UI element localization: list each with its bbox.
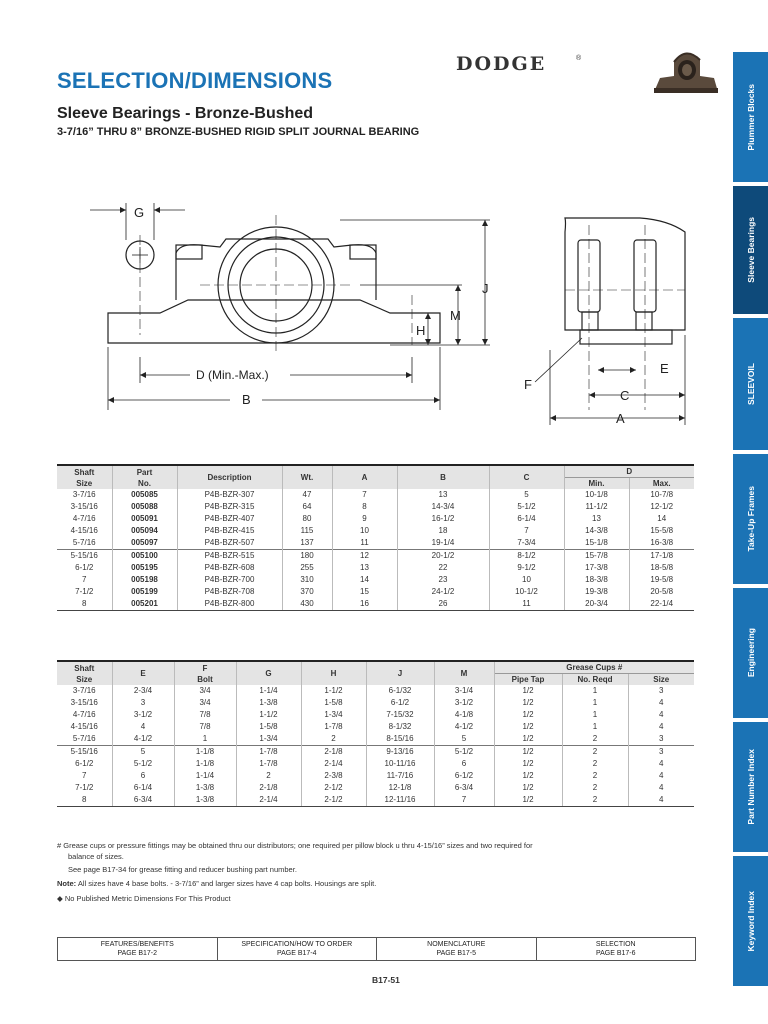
dim-label-h: H xyxy=(416,323,426,338)
table-cell: 4-15/16 xyxy=(70,526,98,535)
table-cell: 005088 xyxy=(112,501,177,513)
table-cell: 80 xyxy=(282,513,332,525)
dim-label-c: C xyxy=(620,388,630,403)
page-description: 3-7/16” THRU 8” BRONZE-BUSHED RIGID SPLIT JOURNAL BEARING xyxy=(57,126,420,138)
table-cell: 8-15/16 xyxy=(366,733,434,746)
dim-label-f: F xyxy=(524,377,532,392)
table-cell: 1-1/8 xyxy=(174,746,236,759)
table-cell: 6-1/2 xyxy=(75,563,94,572)
page-title: SELECTION/DIMENSIONS xyxy=(57,68,333,93)
table-cell: 15-7/8 xyxy=(564,550,629,563)
table-cell: 2-3/8 xyxy=(301,770,366,782)
table-cell: 13 xyxy=(332,562,397,574)
table-cell: 005091 xyxy=(112,513,177,525)
table-cell: 15 xyxy=(332,586,397,598)
table-cell: 10-11/16 xyxy=(366,758,434,770)
table-cell: P4B-BZR-800 xyxy=(177,598,282,611)
col-header-b: B xyxy=(397,465,489,489)
col-header-no-reqd: No. Reqd xyxy=(562,674,628,686)
table-cell: 8 xyxy=(332,501,397,513)
table-cell: P4B-BZR-407 xyxy=(177,513,282,525)
dim-label-g: G xyxy=(134,205,145,220)
table-cell: P4B-BZR-507 xyxy=(177,537,282,550)
table-cell: 1 xyxy=(174,733,236,746)
table-cell: 3 xyxy=(628,746,694,759)
table-cell: 8-1/32 xyxy=(366,721,434,733)
table-cell: 6-3/4 xyxy=(112,794,174,807)
table-cell: 005097 xyxy=(112,537,177,550)
table-cell: 10 xyxy=(489,574,564,586)
table-row xyxy=(57,550,694,563)
table-cell: 1-7/8 xyxy=(236,758,301,770)
dimensions-table-1 xyxy=(57,464,694,611)
col-header-shaft-size: Shaft Size xyxy=(57,465,112,489)
table-cell: 1-3/8 xyxy=(236,697,301,709)
side-view-drawing xyxy=(510,210,700,435)
table-row xyxy=(57,537,694,550)
table-cell: 2-1/8 xyxy=(301,746,366,759)
table-cell: 2 xyxy=(562,746,628,759)
table-cell: 005199 xyxy=(112,586,177,598)
col-header-wt: Wt. xyxy=(282,465,332,489)
table-cell: 1/2 xyxy=(494,709,562,721)
table-cell: 1-5/8 xyxy=(236,721,301,733)
ref-nomenclature[interactable]: NOMENCLATURE PAGE B17-5 xyxy=(376,938,536,960)
table-cell: 6-1/2 xyxy=(366,697,434,709)
table-cell: 3-1/2 xyxy=(112,709,174,721)
table-cell: 8-1/2 xyxy=(489,550,564,563)
table-cell: 2-1/8 xyxy=(236,782,301,794)
note-bolts: Note: All sizes have 4 base bolts. - 3-7/16” and larger sizes have 4 cap bolts. Housings are split. xyxy=(57,879,377,888)
table-cell: 3-15/16 xyxy=(70,502,98,511)
table-cell: 17-1/8 xyxy=(629,550,694,563)
table-cell: 5-15/16 xyxy=(57,746,112,759)
table-cell: 2 xyxy=(562,758,628,770)
front-view-drawing xyxy=(90,195,510,420)
table-cell: 255 xyxy=(282,562,332,574)
col-header-description: Description xyxy=(177,465,282,489)
table-cell: 4-1/2 xyxy=(112,733,174,746)
table-row xyxy=(57,746,694,759)
table-cell: 7 xyxy=(489,525,564,537)
note-see-page: See page B17-34 for grease fitting and reducer bushing part number. xyxy=(68,865,297,874)
table-cell: 6-1/4 xyxy=(489,513,564,525)
table-cell: 1/2 xyxy=(494,782,562,794)
dim-label-d: D (Min.-Max.) xyxy=(196,368,269,382)
table-row xyxy=(57,562,694,574)
table-cell: 1 xyxy=(562,697,628,709)
table-cell: 6-1/32 xyxy=(366,685,434,697)
table-cell: 13 xyxy=(397,489,489,501)
table-cell: 1-7/8 xyxy=(301,721,366,733)
table-cell: 4 xyxy=(628,709,694,721)
table-cell: 1-1/8 xyxy=(174,758,236,770)
table-cell: 4-1/2 xyxy=(434,721,494,733)
table-cell: 5 xyxy=(434,733,494,746)
table-cell: 7 xyxy=(332,489,397,501)
table-cell: 3-1/2 xyxy=(434,697,494,709)
col-header-d: D xyxy=(564,465,694,478)
col-header-h: H xyxy=(301,661,366,685)
table-cell: 310 xyxy=(282,574,332,586)
table-cell: 2 xyxy=(562,733,628,746)
dim-label-e: E xyxy=(660,361,669,376)
ref-features-benefits[interactable]: FEATURES/BENEFITS PAGE B17-2 xyxy=(100,941,174,957)
col-header-f-bolt: F Bolt xyxy=(174,661,236,685)
table-cell: 1-1/4 xyxy=(236,685,301,697)
table-cell: 20-1/2 xyxy=(397,550,489,563)
table-cell: P4B-BZR-608 xyxy=(177,562,282,574)
table-cell: 18-3/8 xyxy=(564,574,629,586)
table-cell: 4-7/16 xyxy=(72,514,96,523)
table-cell: 1/2 xyxy=(494,770,562,782)
side-tab-engineering[interactable]: Engineering xyxy=(733,588,768,718)
table-cell: 1/2 xyxy=(494,697,562,709)
table-cell: 3 xyxy=(628,733,694,746)
table-cell: 5-7/16 xyxy=(72,734,96,743)
table-cell: 8 xyxy=(57,598,112,611)
table-cell: 10-7/8 xyxy=(629,489,694,501)
table-cell: P4B-BZR-700 xyxy=(177,574,282,586)
table-cell: 4 xyxy=(628,770,694,782)
table-cell: 005085 xyxy=(112,489,177,501)
table-cell: 18-5/8 xyxy=(629,562,694,574)
table-cell: 64 xyxy=(282,501,332,513)
table-cell: 14-3/8 xyxy=(564,525,629,537)
side-tab-sleevoil[interactable]: SLEEVOIL xyxy=(733,318,768,450)
bearing-product-image xyxy=(650,42,722,97)
table-cell: 7 xyxy=(82,771,87,780)
table-cell: 14-3/4 xyxy=(397,501,489,513)
table-cell: 12-1/2 xyxy=(629,501,694,513)
table-cell: 19-1/4 xyxy=(397,537,489,550)
table-cell: 4-7/16 xyxy=(72,710,96,719)
table-cell: 9 xyxy=(332,513,397,525)
table-cell: 3-7/16 xyxy=(72,686,96,695)
note-grease-cups: # Grease cups or pressure fittings may be obtained thru our distributors; one required per pillow block u thru 4-15/16” sizes and two required for xyxy=(57,841,533,850)
table-cell: 4-1/8 xyxy=(434,709,494,721)
table-row xyxy=(57,574,694,586)
table-cell: 7-15/32 xyxy=(366,709,434,721)
table-cell: 005100 xyxy=(112,550,177,563)
table-cell: 47 xyxy=(282,489,332,501)
table-cell: 10 xyxy=(332,525,397,537)
table-cell: 2 xyxy=(236,770,301,782)
table-cell: 7-3/4 xyxy=(489,537,564,550)
dimensions-table-2 xyxy=(57,660,694,807)
table-cell: 3-15/16 xyxy=(70,698,98,707)
table-row xyxy=(57,489,694,501)
col-header-d-max: Max. xyxy=(629,478,694,490)
table-cell: 005094 xyxy=(112,525,177,537)
col-header-e: E xyxy=(112,661,174,685)
table-cell: 5-1/2 xyxy=(489,501,564,513)
table-cell: 5-15/16 xyxy=(57,550,112,563)
table-cell: 5 xyxy=(489,489,564,501)
table-cell: 2-1/2 xyxy=(301,782,366,794)
table-row xyxy=(57,794,694,807)
table-cell: 6-1/4 xyxy=(112,782,174,794)
col-header-a: A xyxy=(332,465,397,489)
page-subtitle: Sleeve Bearings - Bronze-Bushed xyxy=(57,105,314,122)
table-cell: 6 xyxy=(434,758,494,770)
table-row xyxy=(57,758,694,770)
table-cell: 370 xyxy=(282,586,332,598)
table-cell: 1/2 xyxy=(494,685,562,697)
table-cell: 7-1/2 xyxy=(75,587,94,596)
registered-mark: ® xyxy=(576,55,582,62)
page-number: B17-51 xyxy=(372,975,400,985)
table-cell: 7-1/2 xyxy=(75,783,94,792)
table-cell: 13 xyxy=(564,513,629,525)
table-cell: 1/2 xyxy=(494,746,562,759)
table-cell: 19-5/8 xyxy=(629,574,694,586)
table-cell: 6-1/2 xyxy=(75,759,94,768)
table-row xyxy=(57,586,694,598)
col-header-grease-cups: Grease Cups # xyxy=(494,661,694,674)
table-row xyxy=(57,782,694,794)
table-cell: 1-3/4 xyxy=(236,733,301,746)
col-header-pipe-tap: Pipe Tap xyxy=(494,674,562,686)
table-cell: 4 xyxy=(628,782,694,794)
table-cell: 2 xyxy=(562,782,628,794)
table-row xyxy=(57,770,694,782)
table-cell: 15-5/8 xyxy=(629,525,694,537)
table-cell: 1-5/8 xyxy=(301,697,366,709)
table-cell: 1-3/4 xyxy=(301,709,366,721)
table-cell: 11 xyxy=(332,537,397,550)
dim-label-m: M xyxy=(450,308,461,323)
table-cell: 2 xyxy=(562,794,628,807)
table-cell: 1 xyxy=(562,721,628,733)
table-cell: 11-1/2 xyxy=(564,501,629,513)
table-cell: 3-7/16 xyxy=(72,490,96,499)
table-cell: 5-7/16 xyxy=(72,538,96,547)
table-cell: 005201 xyxy=(112,598,177,611)
table-cell: P4B-BZR-708 xyxy=(177,586,282,598)
table-cell: 2 xyxy=(562,770,628,782)
table-cell: 19-3/8 xyxy=(564,586,629,598)
table-cell: 2 xyxy=(301,733,366,746)
table-cell: 1/2 xyxy=(494,794,562,807)
table-cell: 22-1/4 xyxy=(629,598,694,611)
note-grease-cups-cont: balance of sizes. xyxy=(68,852,124,861)
table-cell: 1-1/2 xyxy=(236,709,301,721)
brand-logo: DODGE xyxy=(456,53,547,75)
table-cell: 11-7/16 xyxy=(366,770,434,782)
col-header-size: Size xyxy=(628,674,694,686)
table-cell: 4 xyxy=(628,794,694,807)
table-cell: 8 xyxy=(57,794,112,807)
table-cell: 1-3/8 xyxy=(174,794,236,807)
table-cell: 3/4 xyxy=(174,685,236,697)
table-cell: 1 xyxy=(562,709,628,721)
table-cell: 1/2 xyxy=(494,758,562,770)
table-cell: 4 xyxy=(628,758,694,770)
table-cell: 6 xyxy=(112,770,174,782)
table-cell: 9-1/2 xyxy=(489,562,564,574)
table-cell: 1/2 xyxy=(494,733,562,746)
table-cell: 1-3/8 xyxy=(174,782,236,794)
table-cell: 180 xyxy=(282,550,332,563)
table-cell: 430 xyxy=(282,598,332,611)
table-row xyxy=(57,733,694,746)
col-header-m: M xyxy=(434,661,494,685)
dim-label-j: J xyxy=(482,281,489,296)
table-cell: 23 xyxy=(397,574,489,586)
table-cell: 115 xyxy=(282,525,332,537)
table-cell: 18 xyxy=(397,525,489,537)
table-cell: 26 xyxy=(397,598,489,611)
table-cell: 22 xyxy=(397,562,489,574)
table-cell: P4B-BZR-515 xyxy=(177,550,282,563)
side-tab-part-number-index[interactable]: Part Number Index xyxy=(733,722,768,852)
table-cell: 3-1/4 xyxy=(434,685,494,697)
ref-specification[interactable]: SPECIFICATION/HOW TO ORDER PAGE B17-4 xyxy=(217,938,377,960)
page-reference-bar xyxy=(57,937,696,961)
table-cell: 3 xyxy=(628,685,694,697)
table-cell: 15-1/8 xyxy=(564,537,629,550)
table-cell: 7 xyxy=(434,794,494,807)
table-cell: 1-1/2 xyxy=(301,685,366,697)
table-cell: 1-1/4 xyxy=(174,770,236,782)
table-row xyxy=(57,513,694,525)
table-cell: 3/4 xyxy=(174,697,236,709)
dim-label-b: B xyxy=(242,392,251,407)
col-header-c: C xyxy=(489,465,564,489)
dim-label-a: A xyxy=(616,411,625,426)
table-cell: 2-1/4 xyxy=(236,794,301,807)
table-cell: 1/2 xyxy=(494,721,562,733)
table-cell: 005195 xyxy=(112,562,177,574)
table-cell: 14 xyxy=(332,574,397,586)
table-cell: 4 xyxy=(628,697,694,709)
col-header-g: G xyxy=(236,661,301,685)
table-cell: 5 xyxy=(112,746,174,759)
table-cell: 4-15/16 xyxy=(70,722,98,731)
note-metric: ◆ No Published Metric Dimensions For This Product xyxy=(57,894,231,903)
col-header-part-no: Part No. xyxy=(112,465,177,489)
table-cell: P4B-BZR-415 xyxy=(177,525,282,537)
table-cell: 16-1/2 xyxy=(397,513,489,525)
table-cell: 6-1/2 xyxy=(434,770,494,782)
table-cell: 3 xyxy=(112,697,174,709)
table-cell: 11 xyxy=(489,598,564,611)
table-cell: 7 xyxy=(82,575,87,584)
table-row xyxy=(57,721,694,733)
table-cell: 6-3/4 xyxy=(434,782,494,794)
table-cell: 12-1/8 xyxy=(366,782,434,794)
table-cell: 12-11/16 xyxy=(366,794,434,807)
side-tab-take-up-frames[interactable]: Take-Up Frames xyxy=(733,454,768,584)
table-cell: 7/8 xyxy=(174,709,236,721)
table-row xyxy=(57,685,694,697)
col-header-j: J xyxy=(366,661,434,685)
table-cell: 2-3/4 xyxy=(112,685,174,697)
table-cell: 20-5/8 xyxy=(629,586,694,598)
table-row xyxy=(57,697,694,709)
col-header-shaft-size: Shaft Size xyxy=(57,661,112,685)
table-row xyxy=(57,525,694,537)
table-cell: 1-7/8 xyxy=(236,746,301,759)
side-tab-plummer-blocks[interactable]: Plummer Blocks xyxy=(733,52,768,182)
table-cell: 4 xyxy=(628,721,694,733)
table-cell: 12 xyxy=(332,550,397,563)
table-cell: 20-3/4 xyxy=(564,598,629,611)
table-cell: 10-1/8 xyxy=(564,489,629,501)
table-cell: 7/8 xyxy=(174,721,236,733)
table-cell: 5-1/2 xyxy=(434,746,494,759)
table-cell: 137 xyxy=(282,537,332,550)
table-cell: 1 xyxy=(562,685,628,697)
side-tab-sleeve-bearings[interactable]: Sleeve Bearings xyxy=(733,186,768,314)
table-row xyxy=(57,501,694,513)
col-header-d-min: Min. xyxy=(564,478,629,490)
table-cell: 10-1/2 xyxy=(489,586,564,598)
table-cell: 2-1/4 xyxy=(301,758,366,770)
table-cell: 24-1/2 xyxy=(397,586,489,598)
table-cell: P4B-BZR-307 xyxy=(177,489,282,501)
table-cell: 16 xyxy=(332,598,397,611)
ref-selection[interactable]: SELECTION PAGE B17-6 xyxy=(536,938,696,960)
table-cell: 9-13/16 xyxy=(366,746,434,759)
side-tab-keyword-index[interactable]: Keyword Index xyxy=(733,856,768,986)
table-cell: 4 xyxy=(112,721,174,733)
table-cell: 17-3/8 xyxy=(564,562,629,574)
table-row xyxy=(57,598,694,611)
table-cell: 14 xyxy=(629,513,694,525)
table-cell: 16-3/8 xyxy=(629,537,694,550)
table-row xyxy=(57,709,694,721)
table-cell: 5-1/2 xyxy=(112,758,174,770)
table-cell: 005198 xyxy=(112,574,177,586)
table-cell: 2-1/2 xyxy=(301,794,366,807)
table-cell: P4B-BZR-315 xyxy=(177,501,282,513)
